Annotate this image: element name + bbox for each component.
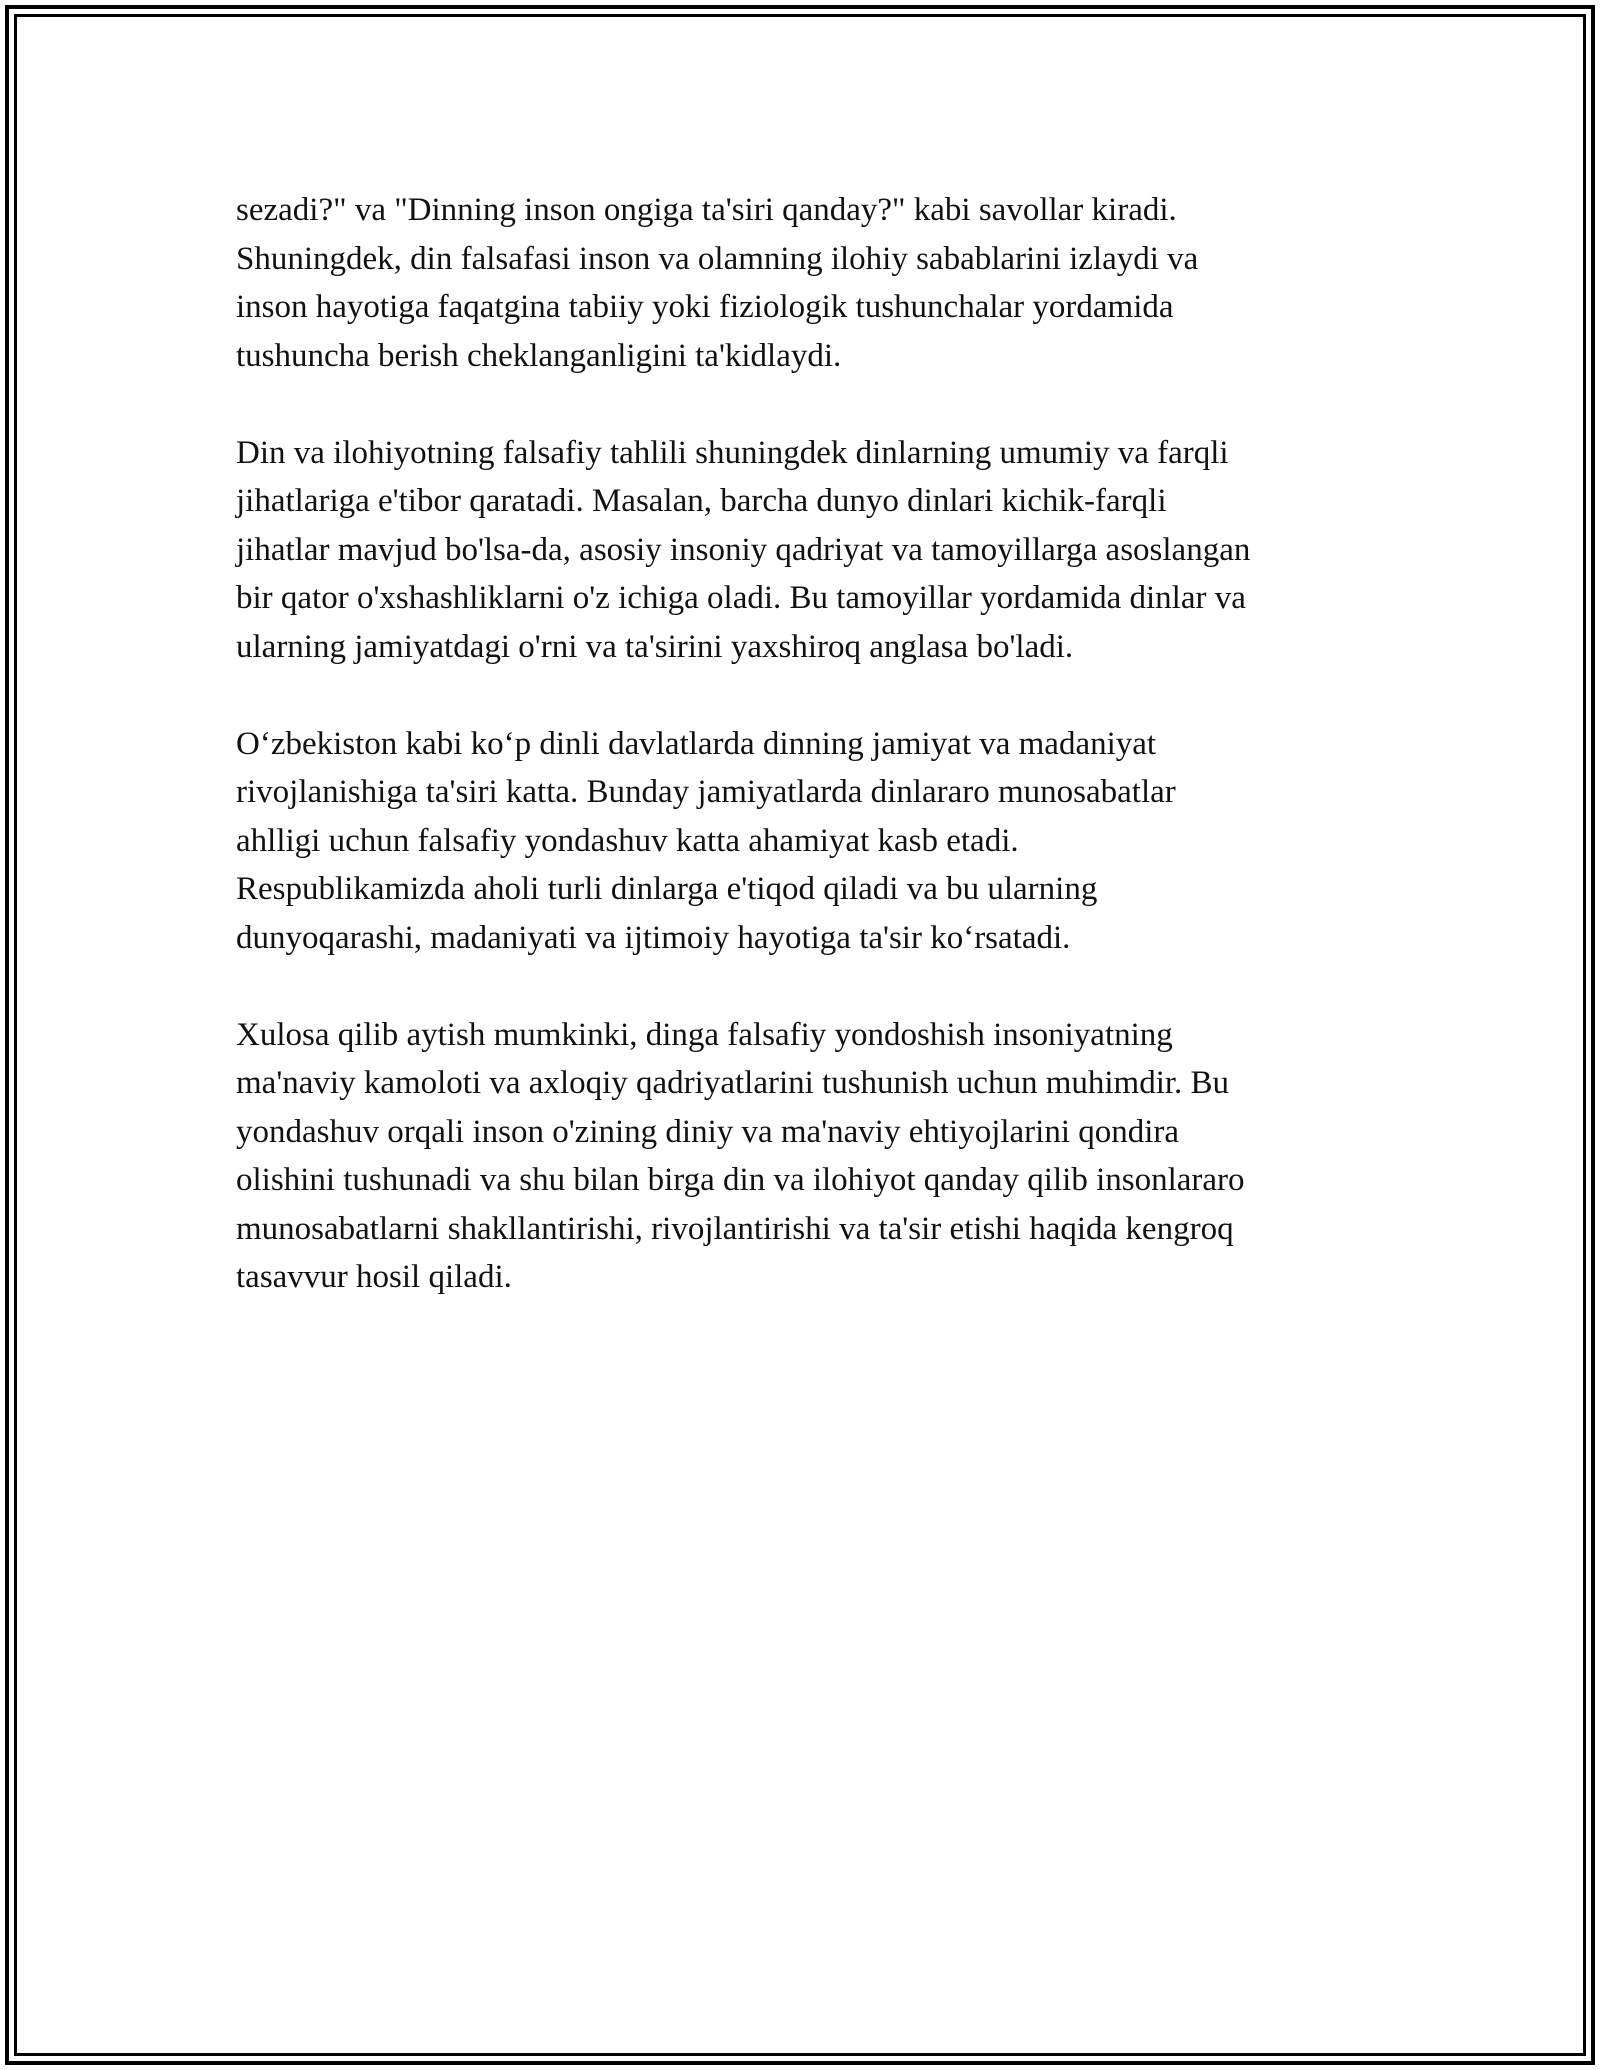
paragraph-2 (236, 429, 1376, 672)
text-line: tushuncha berish cheklanganligini ta'kidlaydi. (236, 337, 842, 374)
text-line: O‘zbekiston kabi ko‘p dinli davlatlarda dinning jamiyat va madaniyat (236, 725, 1157, 762)
text-line: rivojlanishiga ta'siri katta. Bunday jamiyatlarda dinlararo munosabatlar (236, 774, 1176, 810)
text-line: Respublikamizda aholi turli dinlarga e'tiqod qiladi va bu ularning (236, 871, 1098, 907)
paragraph-3 (236, 720, 1376, 963)
paragraph-4 (236, 1011, 1376, 1302)
text-line: Shuningdek, din falsafasi inson va olamning ilohiy sabablarini izlaydi va (236, 240, 1199, 277)
text-line: olishini tushunadi va shu bilan birga din va ilohiyot qanday qilib insonlararo (236, 1162, 1245, 1198)
document-body (236, 186, 1376, 1350)
text-line: dunyoqarashi, madaniyati va ijtimoiy hayotiga ta'sir ko‘rsatadi. (236, 919, 1071, 956)
paragraph-1 (236, 186, 1376, 380)
text-line: ma'naviy kamoloti va axloqiy qadriyatlarini tushunish uchun muhimdir. Bu (236, 1065, 1230, 1101)
text-line: ahlligi uchun falsafiy yondashuv katta ahamiyat kasb etadi. (236, 822, 1019, 859)
text-line: Din va ilohiyotning falsafiy tahlili shuningdek dinlarning umumiy va farqli (236, 434, 1229, 471)
text-line: munosabatlarni shakllantirishi, rivojlantirishi va ta'sir etishi haqida kengroq (236, 1210, 1234, 1247)
text-line: yondashuv orqali inson o'zining diniy va ma'naviy ehtiyojlarini qondira (236, 1113, 1180, 1150)
text-line: jihatlariga e'tibor qaratadi. Masalan, barcha dunyo dinlari kichik-farqli (236, 483, 1167, 519)
text-line: jihatlar mavjud bo'lsa-da, asosiy insoniy qadriyat va tamoyillarga asoslangan (236, 531, 1251, 568)
text-line: bir qator o'xshashliklarni o'z ichiga oladi. Bu tamoyillar yordamida dinlar va (236, 580, 1246, 616)
text-line: inson hayotiga faqatgina tabiiy yoki fiziologik tushunchalar yordamida (236, 289, 1174, 325)
text-line: tasavvur hosil qiladi. (236, 1259, 512, 1295)
text-line: ularning jamiyatdagi o'rni va ta'sirini yaxshiroq anglasa bo'ladi. (236, 628, 1074, 665)
text-line: Xulosa qilib aytish mumkinki, dinga falsafiy yondoshish insoniyatning (236, 1016, 1173, 1053)
text-line: sezadi?" va "Dinning inson ongiga ta'siri qanday?" kabi savollar kiradi. (236, 192, 1177, 228)
